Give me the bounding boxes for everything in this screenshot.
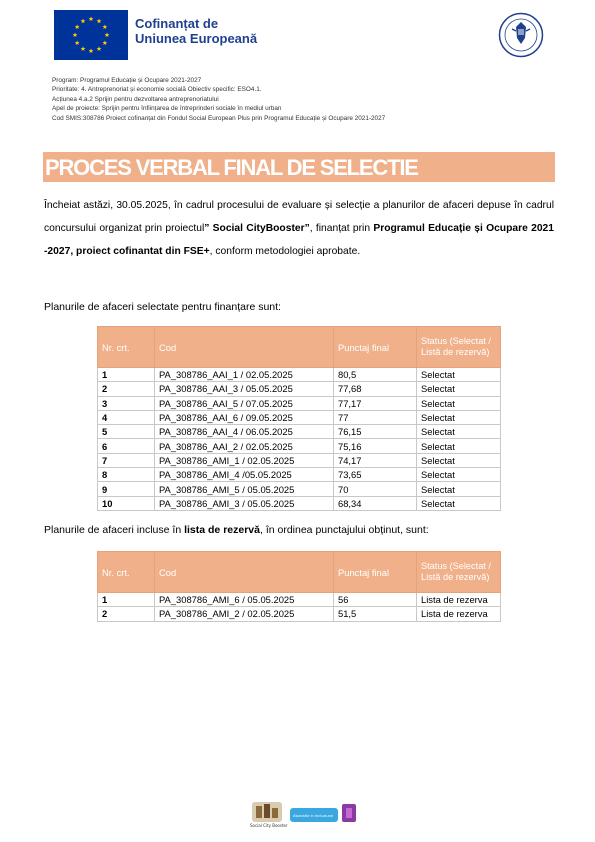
cell-status: Selectat (417, 496, 501, 510)
info-smis: Cod SMIS:308786 Proiect cofinanțat din Fondul Social European Plus prin Programul Educație și Ocupare 2021-2027 (52, 114, 386, 122)
table-row (98, 382, 501, 396)
cell-cod: PA_308786_AAI_3 / 05.05.2025 (155, 382, 334, 396)
cell-cod: PA_308786_AAI_5 / 07.05.2025 (155, 396, 334, 410)
intro-paragraph (44, 194, 554, 263)
cell-nr: 9 (98, 482, 155, 496)
table-row (98, 439, 501, 453)
cell-punctaj: 80,5 (334, 368, 417, 382)
association-logo (290, 804, 356, 822)
cell-cod: PA_308786_AMI_3 / 05.05.2025 (155, 496, 334, 510)
cell-status: Selectat (417, 425, 501, 439)
eu-star-icon (75, 40, 80, 45)
footer-logo-1-text: Social City Booster (250, 823, 288, 828)
eu-stars-icon (54, 10, 128, 60)
table-row (98, 593, 501, 607)
cell-nr: 1 (98, 593, 155, 607)
cell-cod: PA_308786_AMI_2 / 02.05.2025 (155, 607, 334, 621)
cell-cod: PA_308786_AMI_1 / 02.05.2025 (155, 453, 334, 467)
info-action: Acțiunea 4.a.2 Sprijin pentru dezvoltarea antreprenoriatului (52, 95, 219, 103)
eu-star-icon (89, 48, 94, 53)
reserve-label-pre: Planurile de afaceri incluse în (44, 524, 185, 536)
cell-cod: PA_308786_AAI_6 / 09.05.2025 (155, 410, 334, 424)
cell-cod: PA_308786_AMI_4 /05.05.2025 (155, 468, 334, 482)
cell-nr: 7 (98, 453, 155, 467)
eu-star-icon (105, 32, 110, 37)
cell-status: Selectat (417, 482, 501, 496)
cell-nr: 1 (98, 368, 155, 382)
header-status: Status (Selectat / Listă de rezervă) (417, 552, 501, 593)
info-priority: Prioritate: 4. Antreprenoriat și economie socială Obiectiv specific: ESO4.1. (52, 86, 262, 94)
cell-nr: 4 (98, 410, 155, 424)
cell-nr: 6 (98, 439, 155, 453)
table-row (98, 607, 501, 621)
intro-part-2: , finanțat prin (309, 223, 371, 234)
intro-part-3: , conform metodologiei aprobate. (209, 246, 361, 257)
social-city-booster-logo (250, 802, 288, 828)
cell-status: Lista de rezerva (417, 607, 501, 621)
table-row (98, 496, 501, 510)
cell-status: Selectat (417, 368, 501, 382)
page-title: PROCES VERBAL FINAL DE SELECTIE (45, 155, 418, 180)
cell-cod: PA_308786_AAI_1 / 02.05.2025 (155, 368, 334, 382)
intro-project-name: ” Social CityBooster” (204, 223, 310, 234)
eu-line-1: Cofinanțat de (135, 16, 219, 31)
cell-punctaj: 76,15 (334, 425, 417, 439)
table-row (98, 453, 501, 467)
cell-cod: PA_308786_AMI_6 / 05.05.2025 (155, 593, 334, 607)
cell-punctaj: 73,65 (334, 468, 417, 482)
government-logo (498, 12, 544, 58)
cell-nr: 2 (98, 607, 155, 621)
cell-punctaj: 77,17 (334, 396, 417, 410)
project-info (52, 76, 385, 123)
eu-star-icon (75, 24, 80, 29)
eu-star-icon (81, 46, 86, 51)
footer-logos (246, 798, 364, 828)
intro-part-1: Încheiat astăzi, 30.05.2025, în cadrul procesului de evaluare și selecție a planurilor de afaceri depuse în cadrul concursului organizat prin proiectul (44, 200, 554, 234)
header-punctaj: Punctaj final (334, 552, 417, 593)
eu-star-icon (89, 16, 94, 21)
cell-punctaj: 77,68 (334, 382, 417, 396)
cell-status: Selectat (417, 382, 501, 396)
selected-table (97, 326, 501, 511)
cell-nr: 5 (98, 425, 155, 439)
footer-logo-2-text: Asociatia in Incluziune (293, 814, 334, 818)
cell-cod: PA_308786_AAI_4 / 06.05.2025 (155, 425, 334, 439)
eu-flag-logo (54, 10, 128, 60)
eu-star-icon (97, 46, 102, 51)
cell-nr: 2 (98, 382, 155, 396)
reserve-label-post: , în ordinea punctajului obținut, sunt: (259, 524, 429, 536)
selected-section-label: Planurile de afaceri selectate pentru finanțare sunt: (44, 301, 281, 313)
intro-program-name: Programul Educație și Ocupare 2021 -2027, proiect cofinantat din FSE+ (44, 223, 554, 257)
cell-cod: PA_308786_AAI_2 / 02.05.2025 (155, 439, 334, 453)
cell-punctaj: 70 (334, 482, 417, 496)
reserve-table (97, 551, 501, 622)
cell-cod: PA_308786_AMI_5 / 05.05.2025 (155, 482, 334, 496)
header-cod: Cod (155, 552, 334, 593)
table-row (98, 368, 501, 382)
cell-punctaj: 75,16 (334, 439, 417, 453)
cell-status: Selectat (417, 453, 501, 467)
eu-line-2: Uniunea Europeană (135, 31, 258, 46)
reserve-label-bold: lista de rezervă (184, 524, 260, 536)
cell-status: Selectat (417, 468, 501, 482)
table-row (98, 396, 501, 410)
cell-punctaj: 68,34 (334, 496, 417, 510)
cell-nr: 3 (98, 396, 155, 410)
header-punctaj: Punctaj final (334, 327, 417, 368)
reserve-section-label (44, 524, 429, 536)
eu-star-icon (73, 32, 78, 37)
header-status: Status (Selectat / Listă de rezervă) (417, 327, 501, 368)
header-nr: Nr. crt. (98, 552, 155, 593)
table-row (98, 410, 501, 424)
eu-star-icon (81, 19, 86, 24)
eu-cofinanced-text (135, 16, 257, 46)
cell-punctaj: 74,17 (334, 453, 417, 467)
table-row (98, 482, 501, 496)
cell-punctaj: 56 (334, 593, 417, 607)
cell-punctaj: 51,5 (334, 607, 417, 621)
eu-star-icon (102, 40, 107, 45)
table-row (98, 425, 501, 439)
table-row (98, 468, 501, 482)
info-call: Apel de proiecte: Sprijin pentru înființarea de întreprinderi sociale în mediul urban (52, 105, 282, 113)
cell-status: Lista de rezerva (417, 593, 501, 607)
cell-nr: 10 (98, 496, 155, 510)
eu-star-icon (102, 24, 107, 29)
header-nr: Nr. crt. (98, 327, 155, 368)
table-header-row (98, 552, 501, 593)
cell-punctaj: 77 (334, 410, 417, 424)
info-program: Program: Programul Educație și Ocupare 2021-2027 (52, 77, 202, 84)
cell-status: Selectat (417, 439, 501, 453)
eu-star-icon (97, 19, 102, 24)
header-cod: Cod (155, 327, 334, 368)
cell-nr: 8 (98, 468, 155, 482)
table-header-row (98, 327, 501, 368)
cell-status: Selectat (417, 410, 501, 424)
cell-status: Selectat (417, 396, 501, 410)
